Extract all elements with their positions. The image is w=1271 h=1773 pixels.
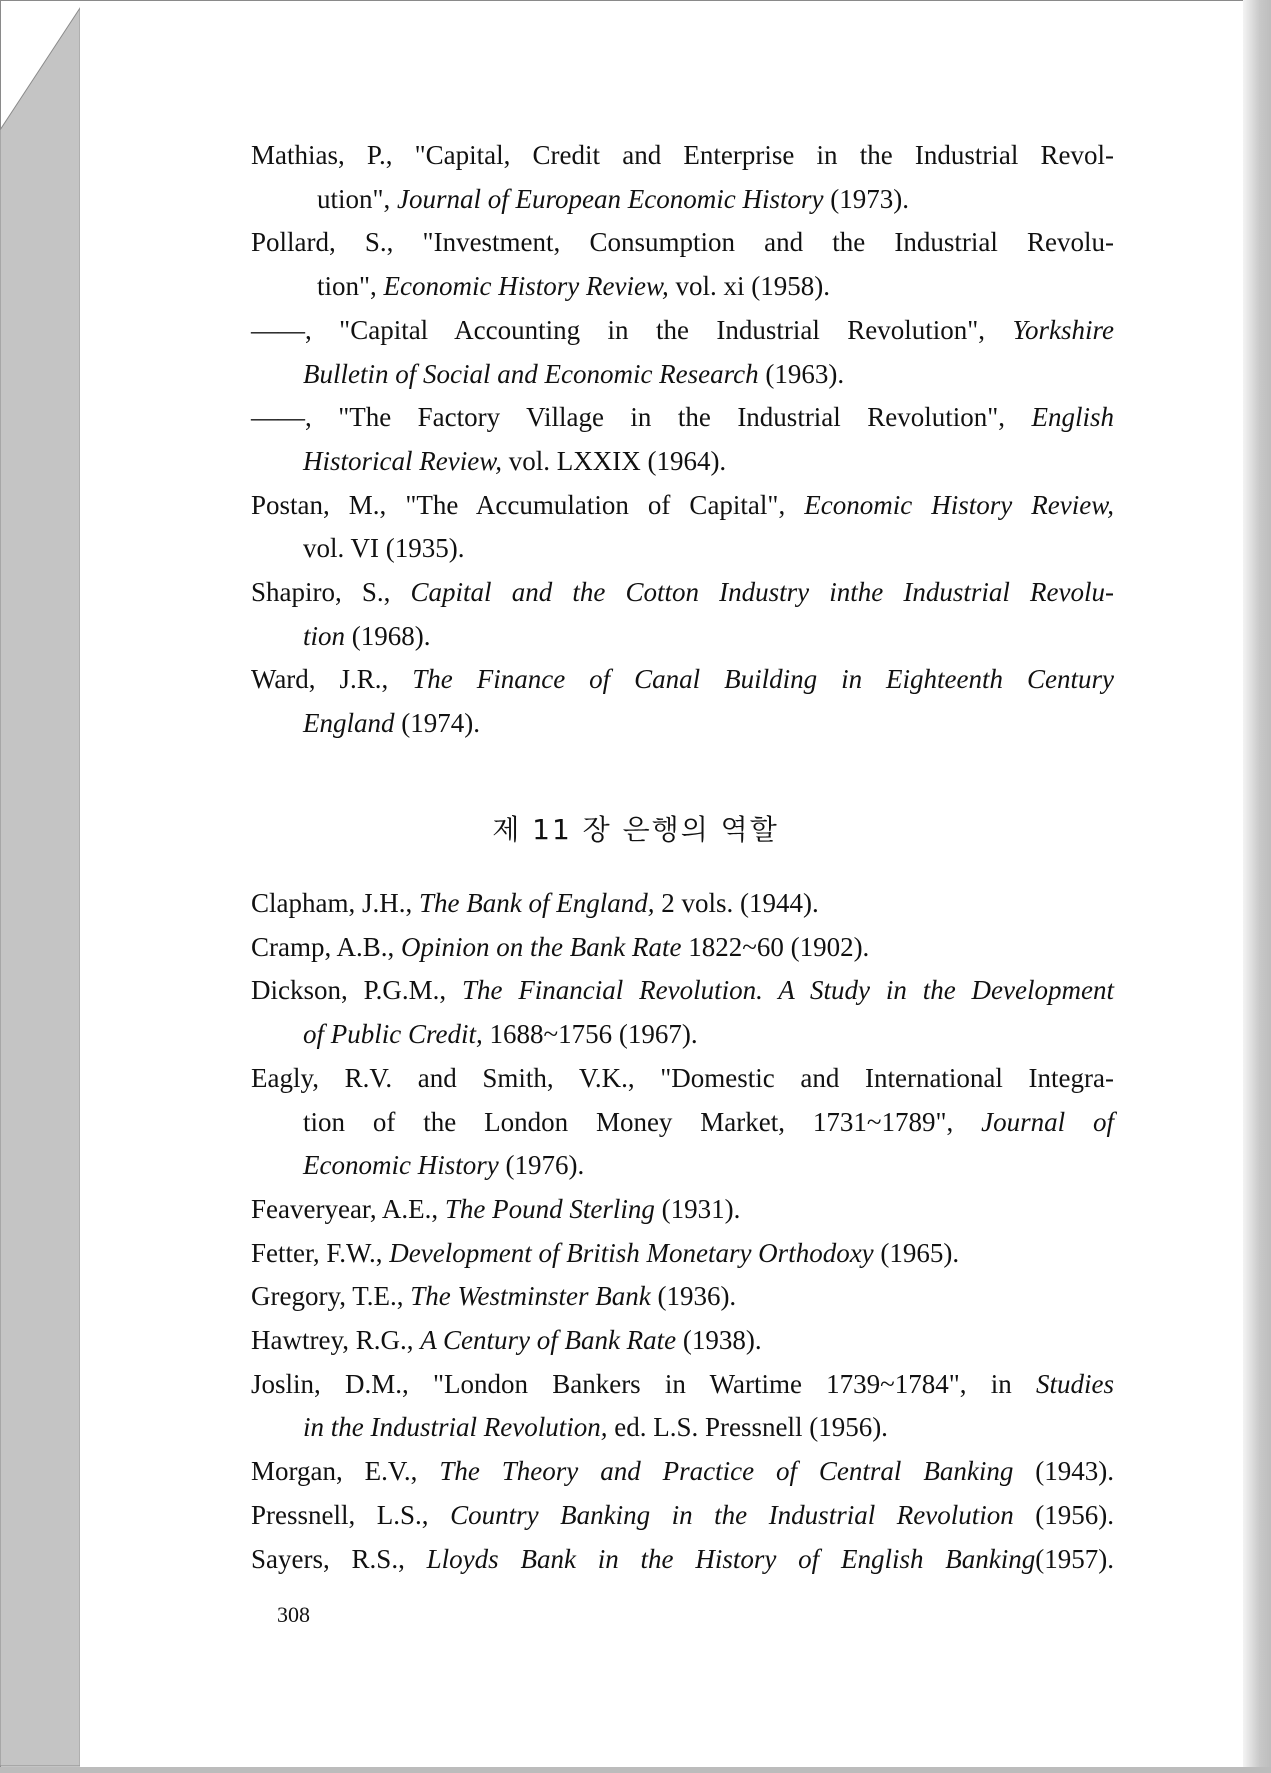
italic-title: in the Industrial Revolution, (303, 1412, 608, 1443)
italic-title: Historical Review, (303, 445, 502, 476)
bibliography-line (251, 1274, 1114, 1318)
text-segment: 2 vols. (1944). (654, 888, 819, 918)
bibliography-line (317, 177, 1114, 221)
text-segment: Joslin, D.M., "London Bankers in Wartime 1739~1784", in (251, 1368, 1036, 1399)
italic-title: tion (303, 620, 346, 651)
text-segment: (1963). (758, 358, 845, 389)
italic-title: The Pound Sterling (444, 1193, 655, 1224)
bibliography-line (251, 657, 1114, 701)
text-segment: Ward, J.R., (251, 664, 413, 695)
bibliography-line (251, 1493, 1114, 1537)
bibliography-line (303, 1405, 1114, 1449)
text-segment: (1936). (650, 1281, 737, 1312)
italic-title: Economic History (303, 1150, 499, 1181)
italic-title: Journal of (981, 1106, 1115, 1137)
text-segment: Mathias, P., "Capital, Credit and Enterprise in the Industrial Revol- (251, 140, 1114, 170)
bibliography-line (251, 968, 1114, 1012)
text-segment: 1688~1756 (1967). (482, 1019, 698, 1050)
italic-title: A Century of Bank Rate (420, 1325, 677, 1355)
page-edge-bottom (0, 1767, 1271, 1773)
text-segment: Pressnell, L.S., (251, 1499, 451, 1530)
italic-title: The Bank of England, (419, 888, 655, 918)
text-segment: Postan, M., "The Accumulation of Capital", (251, 489, 805, 520)
text-segment: Eagly, R.V. and Smith, V.K., "Domestic and International Integra- (251, 1062, 1114, 1093)
text-segment: tion", (317, 271, 384, 302)
text-segment: (1974). (394, 708, 480, 739)
text-segment: tion of the London Money Market, 1731~1789", (303, 1106, 982, 1137)
page-edge (1243, 0, 1271, 1773)
text-segment: Fetter, F.W., (251, 1237, 390, 1268)
bibliography-line (251, 220, 1114, 264)
bibliography-line (251, 1537, 1114, 1581)
text-segment: ed. L.S. Pressnell (1956). (607, 1412, 888, 1443)
text-segment: (1965). (873, 1237, 960, 1268)
italic-title: Country Banking in the Industrial Revolution (450, 1499, 1014, 1530)
text-segment: vol. xi (1958). (668, 271, 830, 302)
text-segment: (1938). (676, 1325, 762, 1355)
text-segment: vol. VI (1935). (303, 533, 465, 564)
text-segment: Morgan, E.V., (251, 1456, 440, 1487)
bibliography-line (251, 1362, 1114, 1406)
italic-title: Bulletin of Social and Economic Research (303, 358, 759, 389)
text-segment: Shapiro, S., (251, 577, 411, 607)
text-segment: (1957). (1035, 1543, 1114, 1574)
bibliography-line (251, 881, 1114, 925)
bibliography-line (303, 1143, 1114, 1187)
italic-title: Studies (1036, 1368, 1114, 1399)
text-segment: (1956). (1013, 1499, 1114, 1530)
bibliography-line (251, 308, 1114, 352)
bibliography-line (251, 483, 1114, 527)
italic-title: Capital and the Cotton Industry inthe Industrial Revolu- (410, 577, 1114, 607)
italic-title: Lloyds Bank in the History of English Banking (426, 1543, 1036, 1574)
text-segment: ution", (317, 183, 398, 214)
italic-title: The Finance of Canal Building in Eighteenth Century (412, 664, 1114, 695)
text-segment: (1968). (345, 620, 431, 651)
text-segment: vol. LXXIX (1964). (501, 445, 727, 476)
text-segment: Sayers, R.S., (251, 1543, 427, 1574)
bibliography-line (251, 570, 1114, 614)
italic-title: Development of British Monetary Orthodoxy (389, 1237, 874, 1268)
bibliography-line (251, 925, 1114, 969)
italic-title: Yorkshire (1012, 314, 1114, 345)
italic-title: The Westminster Bank (410, 1281, 651, 1312)
text-segment: Cramp, A.B., (251, 931, 402, 962)
bibliography-line (303, 701, 1114, 745)
bibliography-line (251, 133, 1114, 177)
page-number: 308 (277, 1602, 310, 1627)
text-segment: (1943). (1013, 1456, 1114, 1487)
italic-title: Opinion on the Bank Rate (401, 931, 682, 962)
text-segment: (1973). (823, 183, 909, 214)
italic-title: The Theory and Practice of Central Banking (439, 1456, 1014, 1487)
text-segment: Dickson, P.G.M., (251, 975, 462, 1006)
bibliography-line (303, 1012, 1114, 1056)
bibliography-line (251, 395, 1114, 439)
text-segment: (1976). (498, 1150, 585, 1181)
italic-title: Journal of European Economic History (397, 183, 824, 214)
text-segment: Clapham, J.H., (251, 888, 419, 918)
bibliography-line (251, 1056, 1114, 1100)
italic-title: England (303, 708, 395, 739)
bibliography-line (303, 526, 1114, 570)
italic-title: English (1031, 402, 1114, 433)
italic-title: Economic History Review, (804, 489, 1114, 520)
bibliography-line (251, 1449, 1114, 1493)
text-segment: ——, "The Factory Village in the Industrial Revolution", (251, 402, 1032, 433)
italic-title: The Financial Revolution. A Study in the Development (461, 975, 1114, 1006)
bibliography-line (303, 439, 1114, 483)
bibliography-line (303, 1100, 1114, 1144)
text-segment: Hawtrey, R.G., (251, 1325, 421, 1355)
bibliography-line (251, 1318, 1114, 1362)
section-heading: 제 11 장 은행의 역할 (492, 813, 779, 846)
italic-title: Economic History Review, (383, 271, 669, 302)
text-segment: 1822~60 (1902). (681, 931, 870, 962)
bibliography-line (251, 1187, 1114, 1231)
bibliography-line (251, 1231, 1114, 1275)
bibliography-line (317, 264, 1114, 308)
bibliography-line (303, 614, 1114, 658)
text-segment: (1931). (654, 1193, 741, 1224)
text-segment: Pollard, S., "Investment, Consumption and the Industrial Revolu- (251, 227, 1114, 258)
book-spine (0, 0, 80, 1773)
text-segment: Feaveryear, A.E., (251, 1193, 445, 1224)
italic-title: of Public Credit, (303, 1019, 483, 1050)
text-segment: ——, "Capital Accounting in the Industrial Revolution", (251, 314, 1013, 345)
bibliography-line (303, 352, 1114, 396)
text-segment: Gregory, T.E., (251, 1281, 411, 1312)
